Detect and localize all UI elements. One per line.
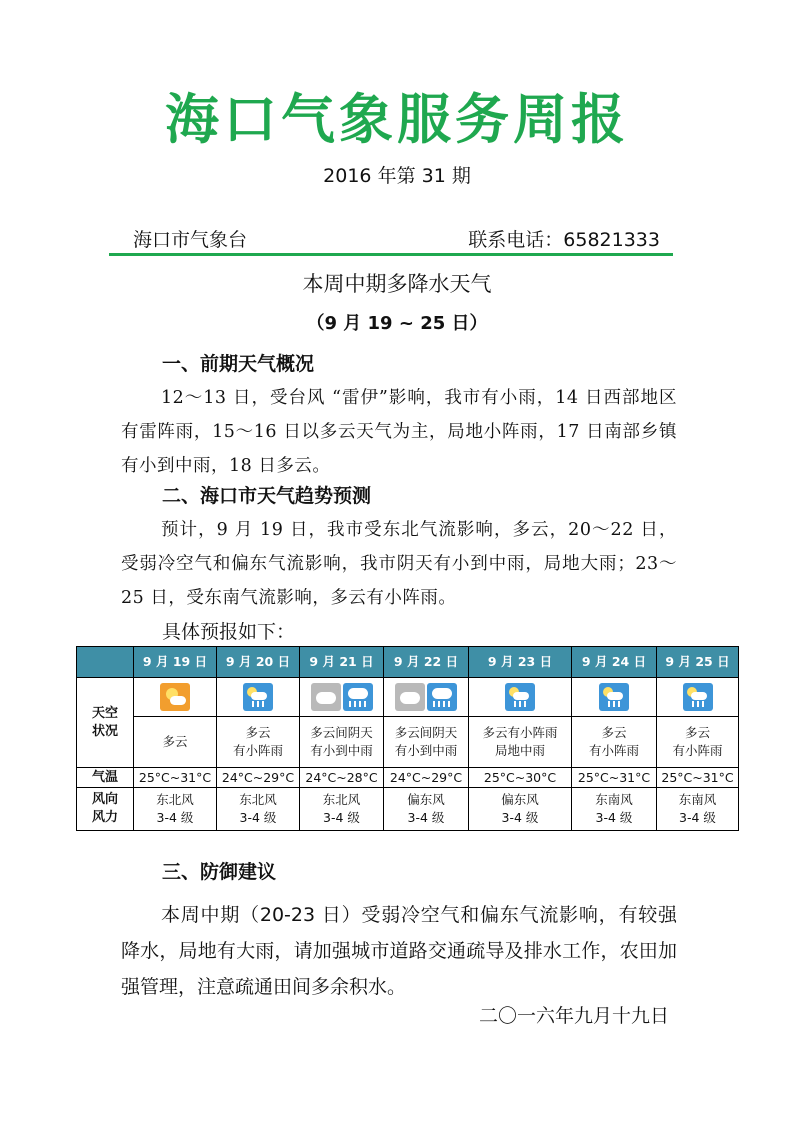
wind-cell — [572, 788, 657, 831]
wind-direction: 东北风 — [239, 792, 277, 807]
row-label-wind — [77, 788, 134, 831]
report-headline: 本周中期多降水天气 — [302, 272, 492, 296]
forecast-date-header: 9 月 22 日 — [384, 647, 469, 678]
wind-direction: 偏东风 — [501, 792, 539, 807]
forecast-date-header: 9 月 20 日 — [217, 647, 300, 678]
temperature-cell: 24°C~29°C — [217, 768, 300, 788]
temperature-cell: 24°C~29°C — [384, 768, 469, 788]
wind-cell — [469, 788, 572, 831]
section-heading-defense-advice: 三、防御建议 — [162, 861, 277, 883]
temperature-cell: 25°C~31°C — [134, 768, 217, 788]
header-corner-cell — [77, 647, 134, 678]
weather-icon-cell — [572, 678, 657, 717]
forecast-header-row — [77, 647, 739, 678]
wind-direction: 偏东风 — [407, 792, 445, 807]
sky-condition-cell: 多云 有小阵雨 — [572, 717, 657, 768]
sky-condition-cell: 多云间阴天 有小到中雨 — [384, 717, 469, 768]
shower-icon — [243, 683, 273, 711]
sky-condition-cell: 多云有小阵雨 局地中雨 — [469, 717, 572, 768]
weather-icon-cell — [134, 678, 217, 717]
row-label-sky — [77, 678, 134, 768]
wind-direction: 东南风 — [595, 792, 633, 807]
wind-cell — [657, 788, 739, 831]
shower-icon — [505, 683, 535, 711]
weather-icon-cell — [300, 678, 384, 717]
sky-condition-cell: 多云间阴天 有小到中雨 — [300, 717, 384, 768]
forecast-intro: 具体预报如下： — [162, 621, 296, 643]
row-label-wind-text: 风向 风力 — [91, 792, 118, 825]
forecast-icon-row — [77, 678, 739, 717]
forecast-wind-row — [77, 788, 739, 831]
temperature-cell: 25°C~30°C — [469, 768, 572, 788]
sky-condition-cell: 多云 — [134, 717, 217, 768]
wind-direction: 东南风 — [678, 792, 717, 807]
overcast-icon — [395, 683, 425, 711]
wind-cell — [217, 788, 300, 831]
forecast-date-header: 9 月 21 日 — [300, 647, 384, 678]
heavy-rain-icon — [343, 683, 373, 711]
weather-icon-cell — [469, 678, 572, 717]
forecast-date-header: 9 月 19 日 — [134, 647, 217, 678]
section-heading-forecast-trend: 二、海口市天气趋势预测 — [162, 485, 372, 507]
wind-level: 3-4 级 — [595, 810, 633, 825]
signature-date: 二〇一六年九月十九日 — [478, 1005, 669, 1027]
wind-level: 3-4 级 — [239, 810, 277, 825]
wind-cell — [384, 788, 469, 831]
shower-icon — [599, 683, 629, 711]
wind-cell — [300, 788, 384, 831]
forecast-sky-row — [77, 717, 739, 768]
temperature-cell: 25°C~31°C — [657, 768, 739, 788]
sky-condition-cell: 多云 有小阵雨 — [217, 717, 300, 768]
temperature-cell: 24°C~28°C — [300, 768, 384, 788]
forecast-date-header: 9 月 25 日 — [657, 647, 739, 678]
wind-level: 3-4 级 — [679, 810, 716, 825]
shower-icon — [683, 683, 713, 711]
forecast-temp-row — [77, 768, 739, 788]
section-text-defense-advice: 本周中期（20-23 日）受弱冷空气和偏东气流影响，有较强降水，局地有大雨，请加强城市道路交通疏导及排水工作，农田加强管理，注意疏通田间多余积水。 — [121, 904, 677, 998]
wind-level: 3-4 级 — [407, 810, 445, 825]
wind-level: 3-4 级 — [156, 810, 194, 825]
forecast-date-header: 9 月 24 日 — [572, 647, 657, 678]
wind-direction: 东北风 — [322, 792, 361, 807]
section-text-forecast-trend: 预计，9 月 19 日，我市受东北气流影响，多云，20～22 日，受弱冷空气和偏东气流影响，我市阴天有小到中雨，局地大雨；23～25 日，受东南气流影响，多云有小阵雨。 — [121, 520, 677, 608]
wind-cell — [134, 788, 217, 831]
issue-number: 2016 年第 31 期 — [323, 165, 471, 187]
report-date-range: （9 月 19 ~ 25 日） — [306, 313, 488, 334]
temperature-cell: 25°C~31°C — [572, 768, 657, 788]
heavy-rain-icon — [427, 683, 457, 711]
row-label-temp: 气温 — [77, 768, 134, 788]
wind-direction: 东北风 — [156, 792, 194, 807]
section-text-past-weather: 12～13 日，受台风 “雷伊”影响，我市有小雨，14 日西部地区有雷阵雨，15～16 日以多云天气为主，局地小阵雨，17 日南部乡镇有小到中雨，18 日多云。 — [121, 388, 677, 476]
page-title: 海口气象服务周报 — [165, 88, 629, 151]
forecast-table — [76, 646, 739, 831]
organization-name: 海口市气象台 — [133, 229, 248, 251]
sky-condition-cell: 多云 有小阵雨 — [657, 717, 739, 768]
row-label-sky-text: 天空 状况 — [91, 705, 118, 739]
contact-phone: 联系电话：65821333 — [468, 229, 660, 251]
weather-icon-cell — [217, 678, 300, 717]
weather-icon-cell — [657, 678, 739, 717]
partly-cloudy-icon — [160, 683, 190, 711]
header-divider — [109, 253, 673, 256]
forecast-date-header: 9 月 23 日 — [469, 647, 572, 678]
overcast-icon — [311, 683, 341, 711]
wind-level: 3-4 级 — [323, 810, 360, 825]
section-heading-past-weather: 一、前期天气概况 — [162, 353, 315, 375]
wind-level: 3-4 级 — [501, 810, 539, 825]
weather-icon-cell — [384, 678, 469, 717]
